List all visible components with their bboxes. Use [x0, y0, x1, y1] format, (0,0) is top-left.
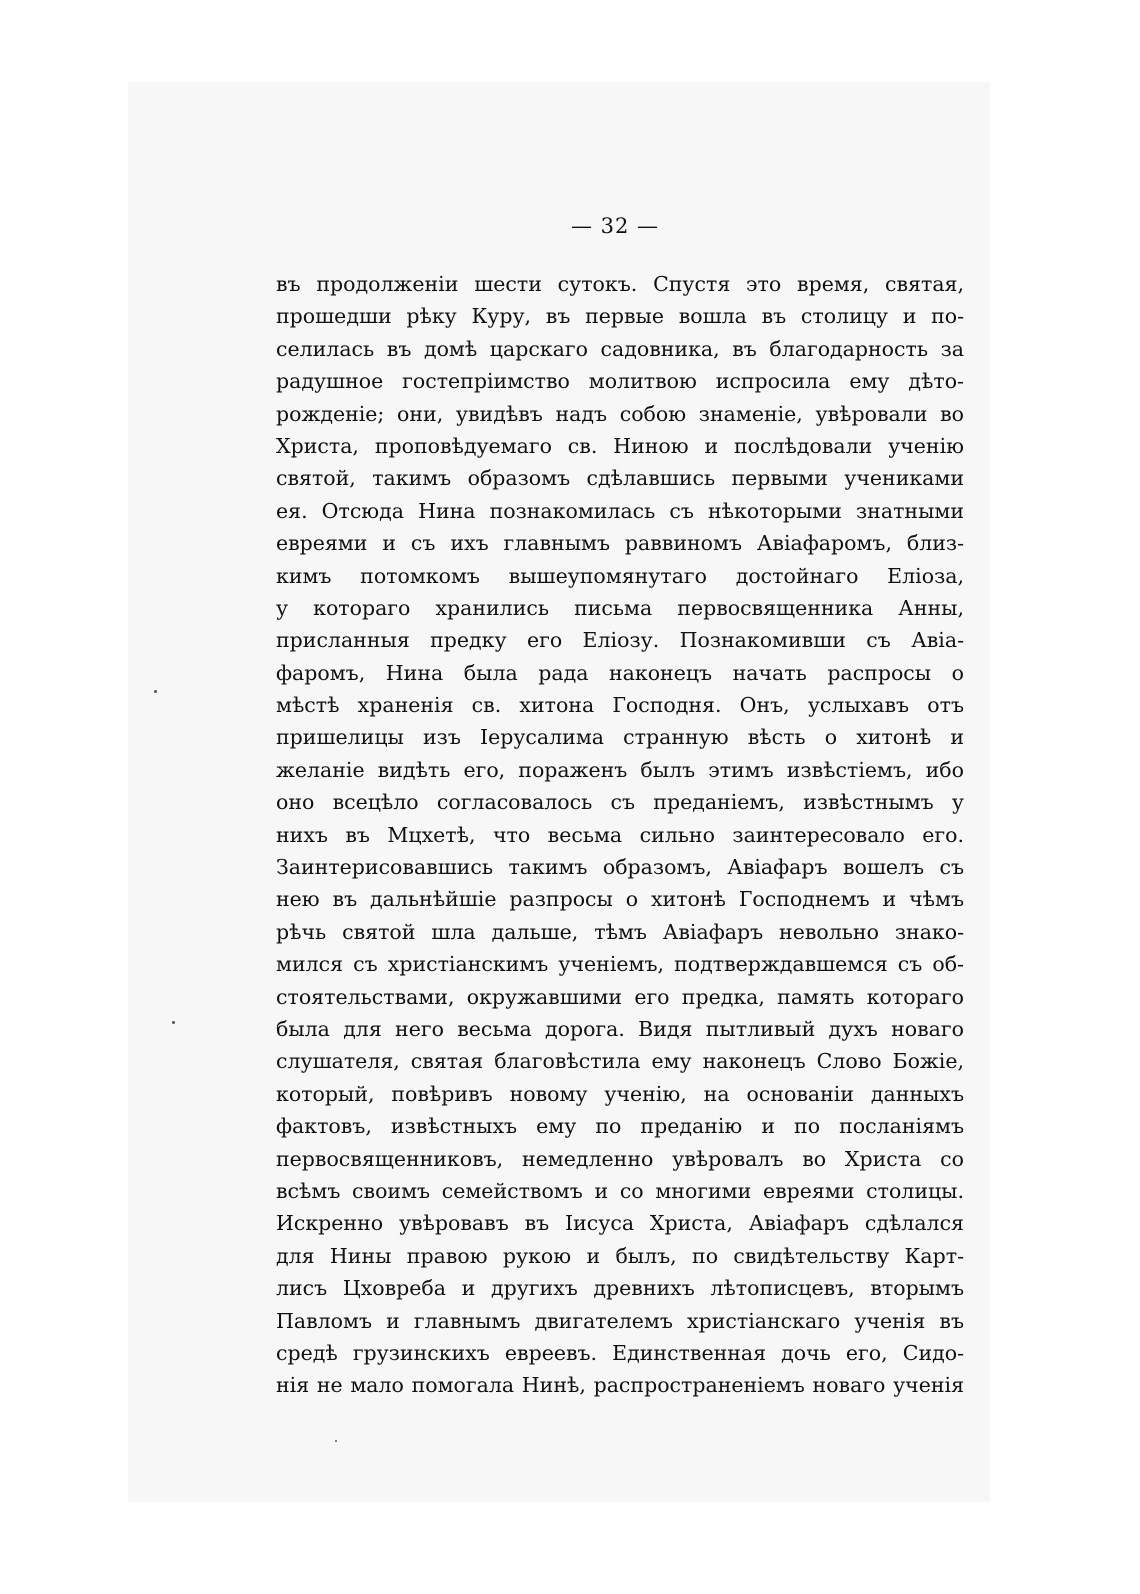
text-line: оно всецѣло согласовалось съ преданiемъ, извѣстнымъ у — [276, 790, 964, 815]
text-line: фактовъ, извѣстныхъ ему по преданiю и по посланiямъ — [276, 1114, 964, 1139]
text-line: нiя не мало помогала Нинѣ, распространенiемъ новаго ученiя — [276, 1373, 964, 1398]
text-line: средѣ грузинскихъ евреевъ. Единственная дочь его, Сидо- — [276, 1340, 964, 1365]
text-line: кимъ потомкомъ вышеупомянутаго достойнаго Елiоза, — [276, 563, 964, 588]
text-line: была для него весьма дорога. Видя пытливый духъ новаго — [276, 1016, 964, 1041]
text-line: слушателя, святая благовѣстила ему наконецъ Слово Божiе, — [276, 1049, 964, 1074]
text-line: который, повѣривъ новому ученiю, на основанiи данныхъ — [276, 1081, 964, 1106]
text-line: въ продолженiи шести сутокъ. Спустя это время, святая, — [276, 272, 964, 296]
text-line: нею въ дальнѣйшiе разпросы о хитонѣ Господнемъ и чѣмъ — [276, 887, 964, 912]
text-line: лисъ Цховреба и другихъ древнихъ лѣтописцевъ, вторымъ — [276, 1276, 964, 1301]
text-line: первосвященниковъ, немедленно увѣровалъ во Христа со — [276, 1146, 964, 1171]
text-line: для Нины правою рукою и былъ, по свидѣтельству Карт- — [276, 1243, 964, 1268]
text-line: святой, такимъ образомъ сдѣлавшись первыми учениками — [276, 466, 964, 491]
text-line: у котораго хранились письма первосвященника Анны, — [276, 595, 964, 620]
text-line: всѣмъ своимъ семействомъ и со многими евреями столицы. — [276, 1178, 964, 1203]
text-line: Искренно увѣровавъ въ Iисуса Христа, Авiафаръ сдѣлался — [276, 1211, 964, 1236]
text-line: рожденiе; они, увидѣвъ надъ собою знаменiе, увѣровали во — [276, 401, 964, 426]
text-line: Заинтерисовавшись такимъ образомъ, Авiафаръ вошелъ съ — [276, 855, 964, 880]
text-line: селилась въ домѣ царскаго садовника, въ благодарность за — [276, 336, 964, 361]
text-line: желанiе видѣть его, пораженъ былъ этимъ извѣстiемъ, ибо — [276, 757, 964, 782]
text-line: Павломъ и главнымъ двигателемъ христiанскаго ученiя въ — [276, 1308, 964, 1333]
scan-speck — [154, 690, 157, 693]
text-line: ея. Отсюда Нина познакомилась съ нѣкоторыми знатными — [276, 498, 964, 523]
text-line: мѣстѣ храненiя св. хитона Господня. Онъ, услыхавъ отъ — [276, 693, 964, 718]
scan-speck — [335, 1440, 337, 1442]
text-line: Христа, проповѣдуемаго св. Ниною и послѣдовали ученiю — [276, 433, 964, 458]
scan-speck — [172, 1021, 175, 1024]
text-line: фаромъ, Нина была рада наконецъ начать распросы о — [276, 660, 964, 685]
text-line: прошедши рѣку Куру, въ первые вошла въ столицу и по- — [276, 304, 964, 329]
text-line: рѣчь святой шла дальше, тѣмъ Авiафаръ невольно знако- — [276, 919, 964, 944]
text-line: стоятельствами, окружавшими его предка, память котораго — [276, 984, 964, 1009]
text-line: пришелицы изъ Iерусалима странную вѣсть о хитонѣ и — [276, 725, 964, 750]
text-line: евреями и съ ихъ главнымъ раввиномъ Авiафаромъ, близ- — [276, 531, 964, 556]
page-number: — 32 — — [570, 214, 660, 238]
text-line: присланныя предку его Елiозу. Познакомивши съ Авiа- — [276, 628, 964, 653]
text-line: мился съ христiанскимъ ученiемъ, подтверждавшемся съ об- — [276, 952, 964, 977]
text-line: нихъ въ Мцхетѣ, что весьма сильно заинтересовало его. — [276, 822, 964, 847]
text-line: радушное гостепрiимство молитвою испросила ему дѣто- — [276, 369, 964, 394]
body-text — [276, 268, 964, 1402]
